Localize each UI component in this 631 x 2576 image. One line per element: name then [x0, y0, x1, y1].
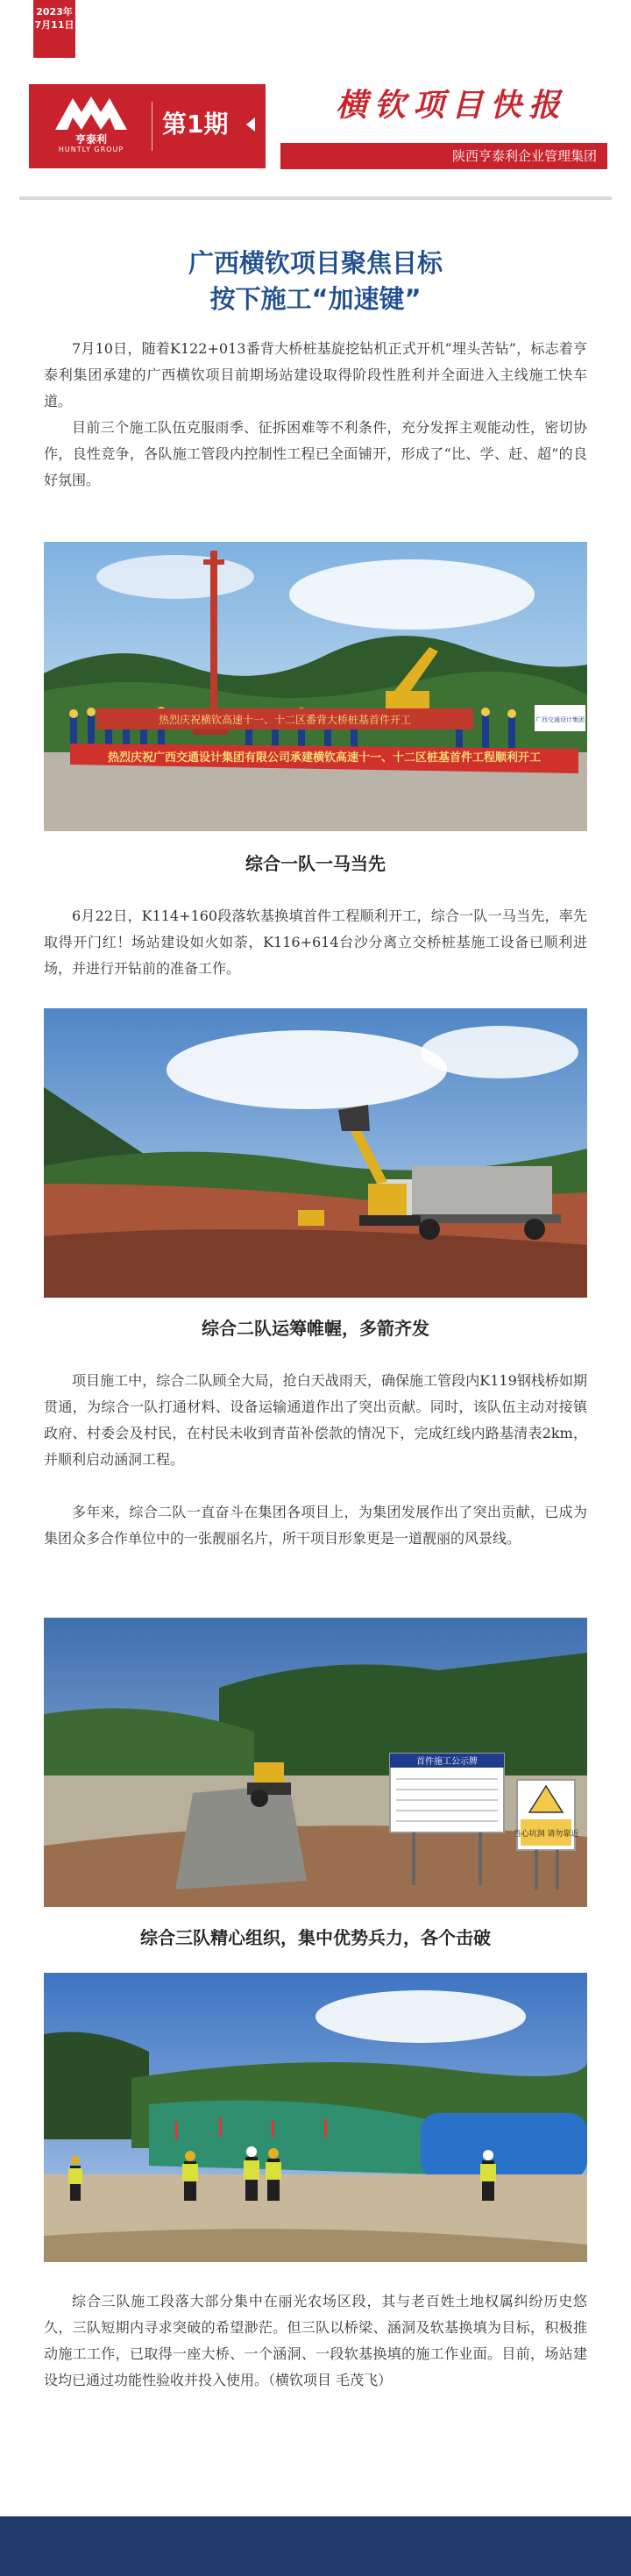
logo-bar [29, 84, 266, 168]
section-1-paragraph: 6月22日，K114+160段落软基换填首件工程顺利开工，综合一队一马当先，率先取得开门红！场站建设如火如荼，K116+614台沙分离立交桥桩基施工设备已顺利进场，并进行开钻前的准备工作。 [44, 907, 587, 977]
company-name: 陕西亨泰利企业管理集团 [280, 143, 607, 169]
arrow-left-icon [246, 117, 255, 132]
header-divider [19, 196, 612, 200]
photo-road-roller-site [44, 1618, 587, 1907]
date-tag [33, 0, 75, 58]
ceremony-banner-front: 热烈庆祝广西交通设计集团有限公司承建横钦高速十一、十二区桩基首件工程顺利开工 [107, 751, 542, 765]
section-3-paragraph: 综合三队施工段落大部分集中在丽光农场区段，其与老百姓土地权属纠纷历史悠久，三队短期内寻求突破的希望渺茫。但三队以桥梁、涵洞及软基换填为目标，积极推动施工工作，已取得一座大桥、一个涵洞、一段软基换填的施工作业面。目前，场站建设均已通过功能性验收并投入使用。（横钦项目 毛茂飞） [44, 2293, 587, 2388]
logo-mark-icon [53, 93, 129, 132]
logo-text-en: HUNTLY GROUP [58, 146, 124, 153]
section-2-paragraph-2: 多年来，综合二队一直奋斗在集团各项目上，为集团发展作出了突出贡献，已成为集团众多合作单位中的一张靓丽名片，所干项目形象更是一道靓丽的风景线。 [44, 1504, 587, 1547]
section-2-title: 综合二队运筹帷幄，多箭齐发 [202, 1318, 429, 1339]
photo-excavator-site [44, 1008, 587, 1298]
report-title: 横钦项目快报 [335, 87, 567, 124]
date-year: 2023年 [36, 6, 73, 18]
ceremony-side-board: 广西交通设计集团 [535, 716, 585, 723]
photo-construction-workers [44, 1973, 587, 2262]
photo-groundbreaking-ceremony [44, 542, 587, 831]
section-2-paragraph-1: 项目施工中，综合二队顾全大局，抢白天战雨天，确保施工管段内K119钢栈桥如期贯通，为综合一队打通材料、设备运输通道作出了突出贡献。同时，该队伍主动对接镇政府、村委会及村民，在村民未收到青苗补偿款的情况下，完成红线内路基清表2km，并顺利启动涵洞工程。 [44, 1372, 587, 1468]
date-day: 7月11日 [34, 19, 74, 31]
section-3-title: 综合三队精心组织，集中优势兵力，各个击破 [140, 1927, 491, 1948]
headline-line-1: 广西横钦项目聚焦目标 [188, 248, 443, 278]
sign-board-title: 首件施工公示牌 [416, 1757, 478, 1767]
ceremony-banner-back: 热烈庆祝横钦高速十一、十二区番背大桥桩基首件开工 [158, 714, 412, 726]
article-headline [35, 246, 596, 317]
intro-paragraph-1: 7月10日，随着K122+013番背大桥桩基旋挖钻机正式开机“埋头苦钻”，标志着亨泰利集团承建的广西横钦项目前期场站建设取得阶段性胜利并全面进入主线施工快车道。 [44, 340, 587, 409]
headline-line-2: 按下施工“加速键” [209, 284, 422, 314]
logo-text-cn: 亨泰利 [74, 133, 107, 146]
section-1-title: 综合一队一马当先 [245, 853, 386, 874]
safety-sign-text: 当心坑洞 请勿靠近 [513, 1830, 579, 1839]
footer-bar [0, 2516, 631, 2576]
issue-number: 第1期 [162, 110, 229, 139]
intro-paragraph-2: 目前三个施工队伍克服雨季、征拆困难等不利条件，充分发挥主观能动性，密切协作，良性竞争，各队施工管段内控制性工程已全面铺开，形成了“比、学、赶、超”的良好氛围。 [44, 419, 587, 488]
company-logo [45, 93, 138, 160]
